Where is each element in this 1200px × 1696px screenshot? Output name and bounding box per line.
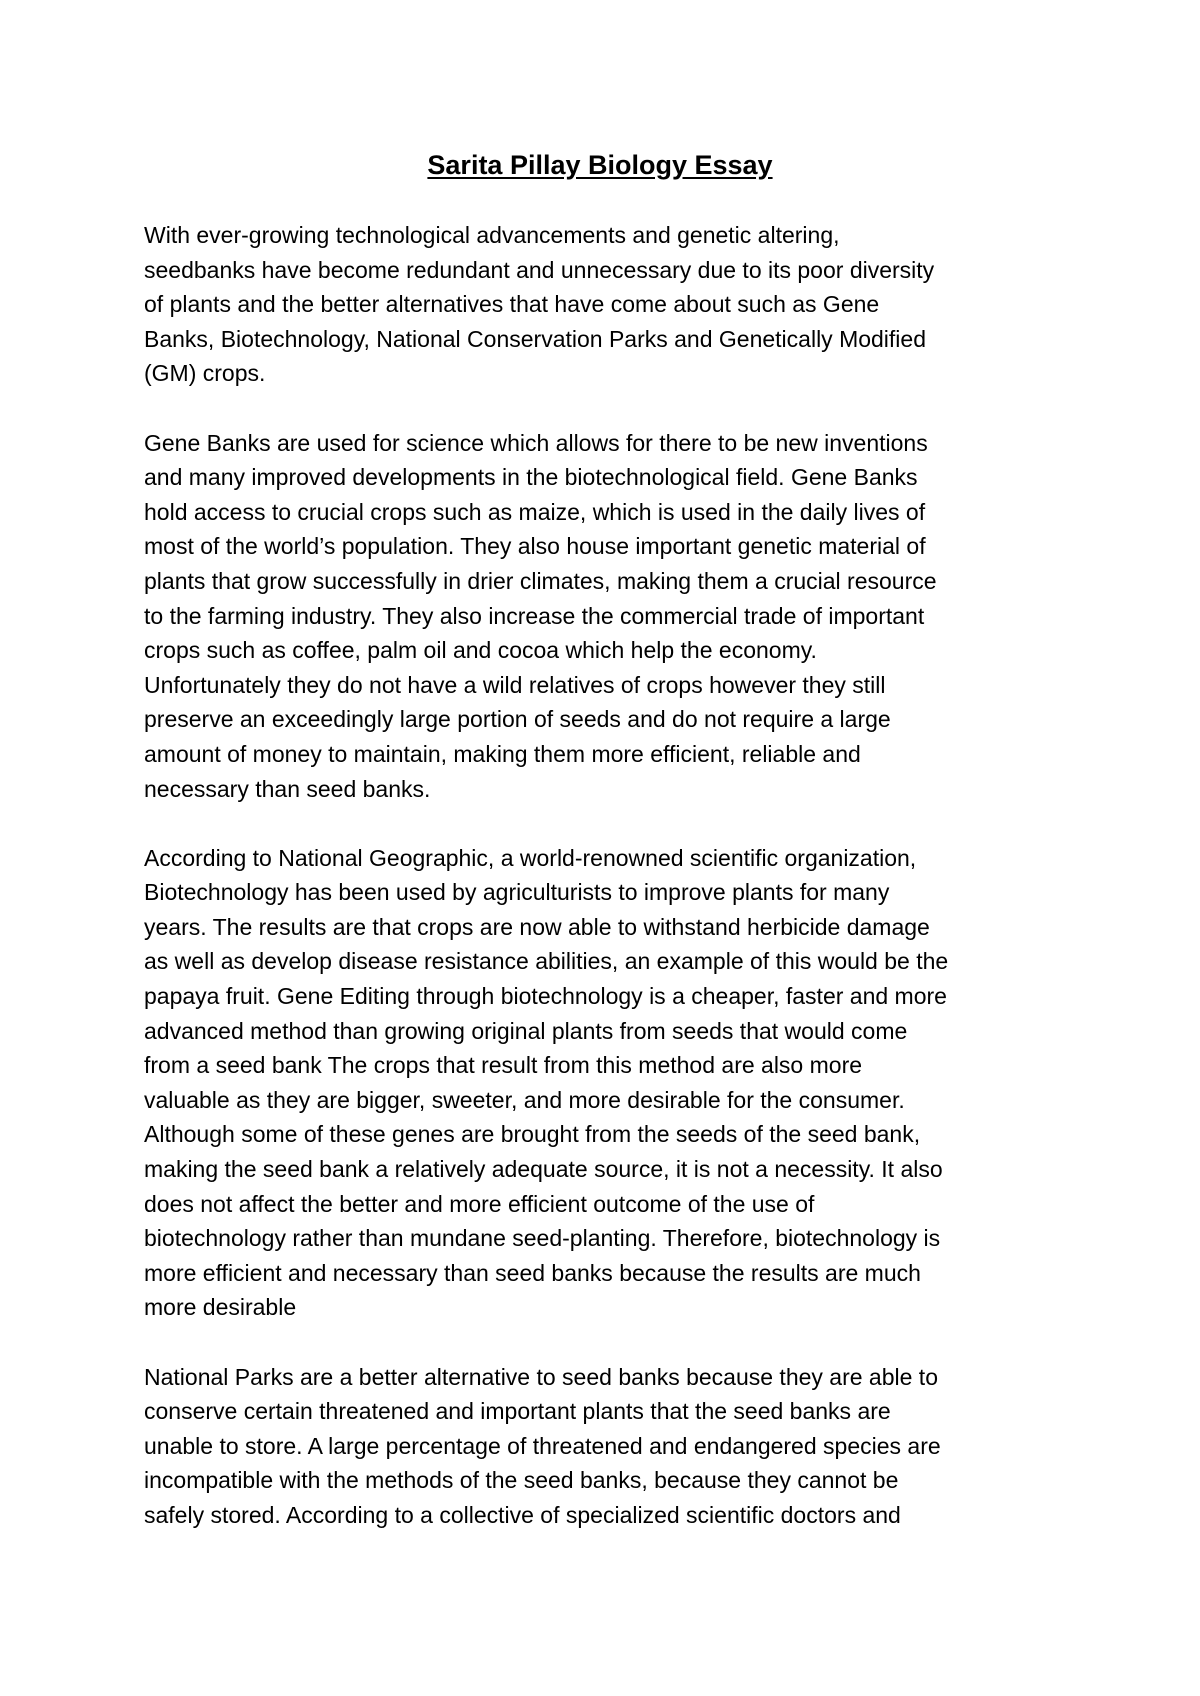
essay-body	[144, 218, 1084, 1533]
paragraph-line: necessary than seed banks.	[144, 775, 431, 802]
paragraph-line: from a seed bank The crops that result from this method are also more	[144, 1052, 863, 1079]
paragraph-line: incompatible with the methods of the seed banks, because they cannot be	[144, 1467, 899, 1494]
paragraph-line: amount of money to maintain, making them more efficient, reliable and	[144, 740, 861, 767]
paragraph-line: Unfortunately they do not have a wild relatives of crops however they still	[144, 671, 886, 698]
paragraph-line: crops such as coffee, palm oil and cocoa which help the economy.	[144, 637, 817, 664]
paragraph-line: (GM) crops.	[144, 360, 266, 387]
paragraph-line: conserve certain threatened and important plants that the seed banks are	[144, 1398, 891, 1425]
paragraph-line: advanced method than growing original plants from seeds that would come	[144, 1017, 908, 1044]
paragraph-line: valuable as they are bigger, sweeter, and more desirable for the consumer.	[144, 1086, 905, 1113]
paragraph-line: papaya fruit. Gene Editing through biotechnology is a cheaper, faster and more	[144, 983, 947, 1010]
paragraph-line: years. The results are that crops are now able to withstand herbicide damage	[144, 913, 930, 940]
paragraph-line: more efficient and necessary than seed banks because the results are much	[144, 1259, 921, 1286]
paragraph-line: as well as develop disease resistance abilities, an example of this would be the	[144, 948, 949, 975]
paragraph-line: With ever-growing technological advancements and genetic altering,	[144, 222, 840, 248]
essay-paragraph	[144, 1360, 1084, 1533]
paragraph-line: Although some of these genes are brought from the seeds of the seed bank,	[144, 1121, 921, 1148]
essay-paragraph	[144, 426, 1084, 807]
paragraph-line: more desirable	[144, 1294, 297, 1321]
paragraph-line: plants that grow successfully in drier climates, making them a crucial resource	[144, 567, 937, 594]
paragraph-line: seedbanks have become redundant and unnecessary due to its poor diversity	[144, 256, 935, 283]
essay-title: Sarita Pillay Biology Essay	[427, 150, 773, 180]
paragraph-line: National Parks are a better alternative to seed banks because they are able to	[144, 1363, 938, 1390]
paragraph-line: Banks, Biotechnology, National Conservation Parks and Genetically Modified	[144, 325, 926, 352]
paragraph-line: safely stored. According to a collective of specialized scientific doctors and	[144, 1501, 901, 1528]
paragraph-line: According to National Geographic, a world-renowned scientific organization,	[144, 844, 917, 871]
paragraph-line: Gene Banks are used for science which allows for there to be new inventions	[144, 429, 928, 456]
paragraph-line: does not affect the better and more efficient outcome of the use of	[144, 1190, 815, 1217]
paragraph-line: Biotechnology has been used by agriculturists to improve plants for many	[144, 879, 890, 906]
paragraph-line: and many improved developments in the biotechnological field. Gene Banks	[144, 464, 918, 491]
paragraph-line: most of the world’s population. They also house important genetic material of	[144, 533, 926, 560]
paragraph-line: of plants and the better alternatives that have come about such as Gene	[144, 291, 880, 318]
paragraph-line: preserve an exceedingly large portion of seeds and do not require a large	[144, 706, 891, 733]
paragraph-line: hold access to crucial crops such as maize, which is used in the daily lives of	[144, 498, 926, 525]
paragraph-line: making the seed bank a relatively adequate source, it is not a necessity. It also	[144, 1156, 943, 1183]
paragraph-line: biotechnology rather than mundane seed-planting. Therefore, biotechnology is	[144, 1225, 941, 1252]
paragraph-line: to the farming industry. They also increase the commercial trade of important	[144, 602, 925, 629]
paragraph-line: unable to store. A large percentage of threatened and endangered species are	[144, 1432, 941, 1459]
essay-paragraph	[144, 218, 1084, 391]
essay-paragraph	[144, 841, 1084, 1325]
